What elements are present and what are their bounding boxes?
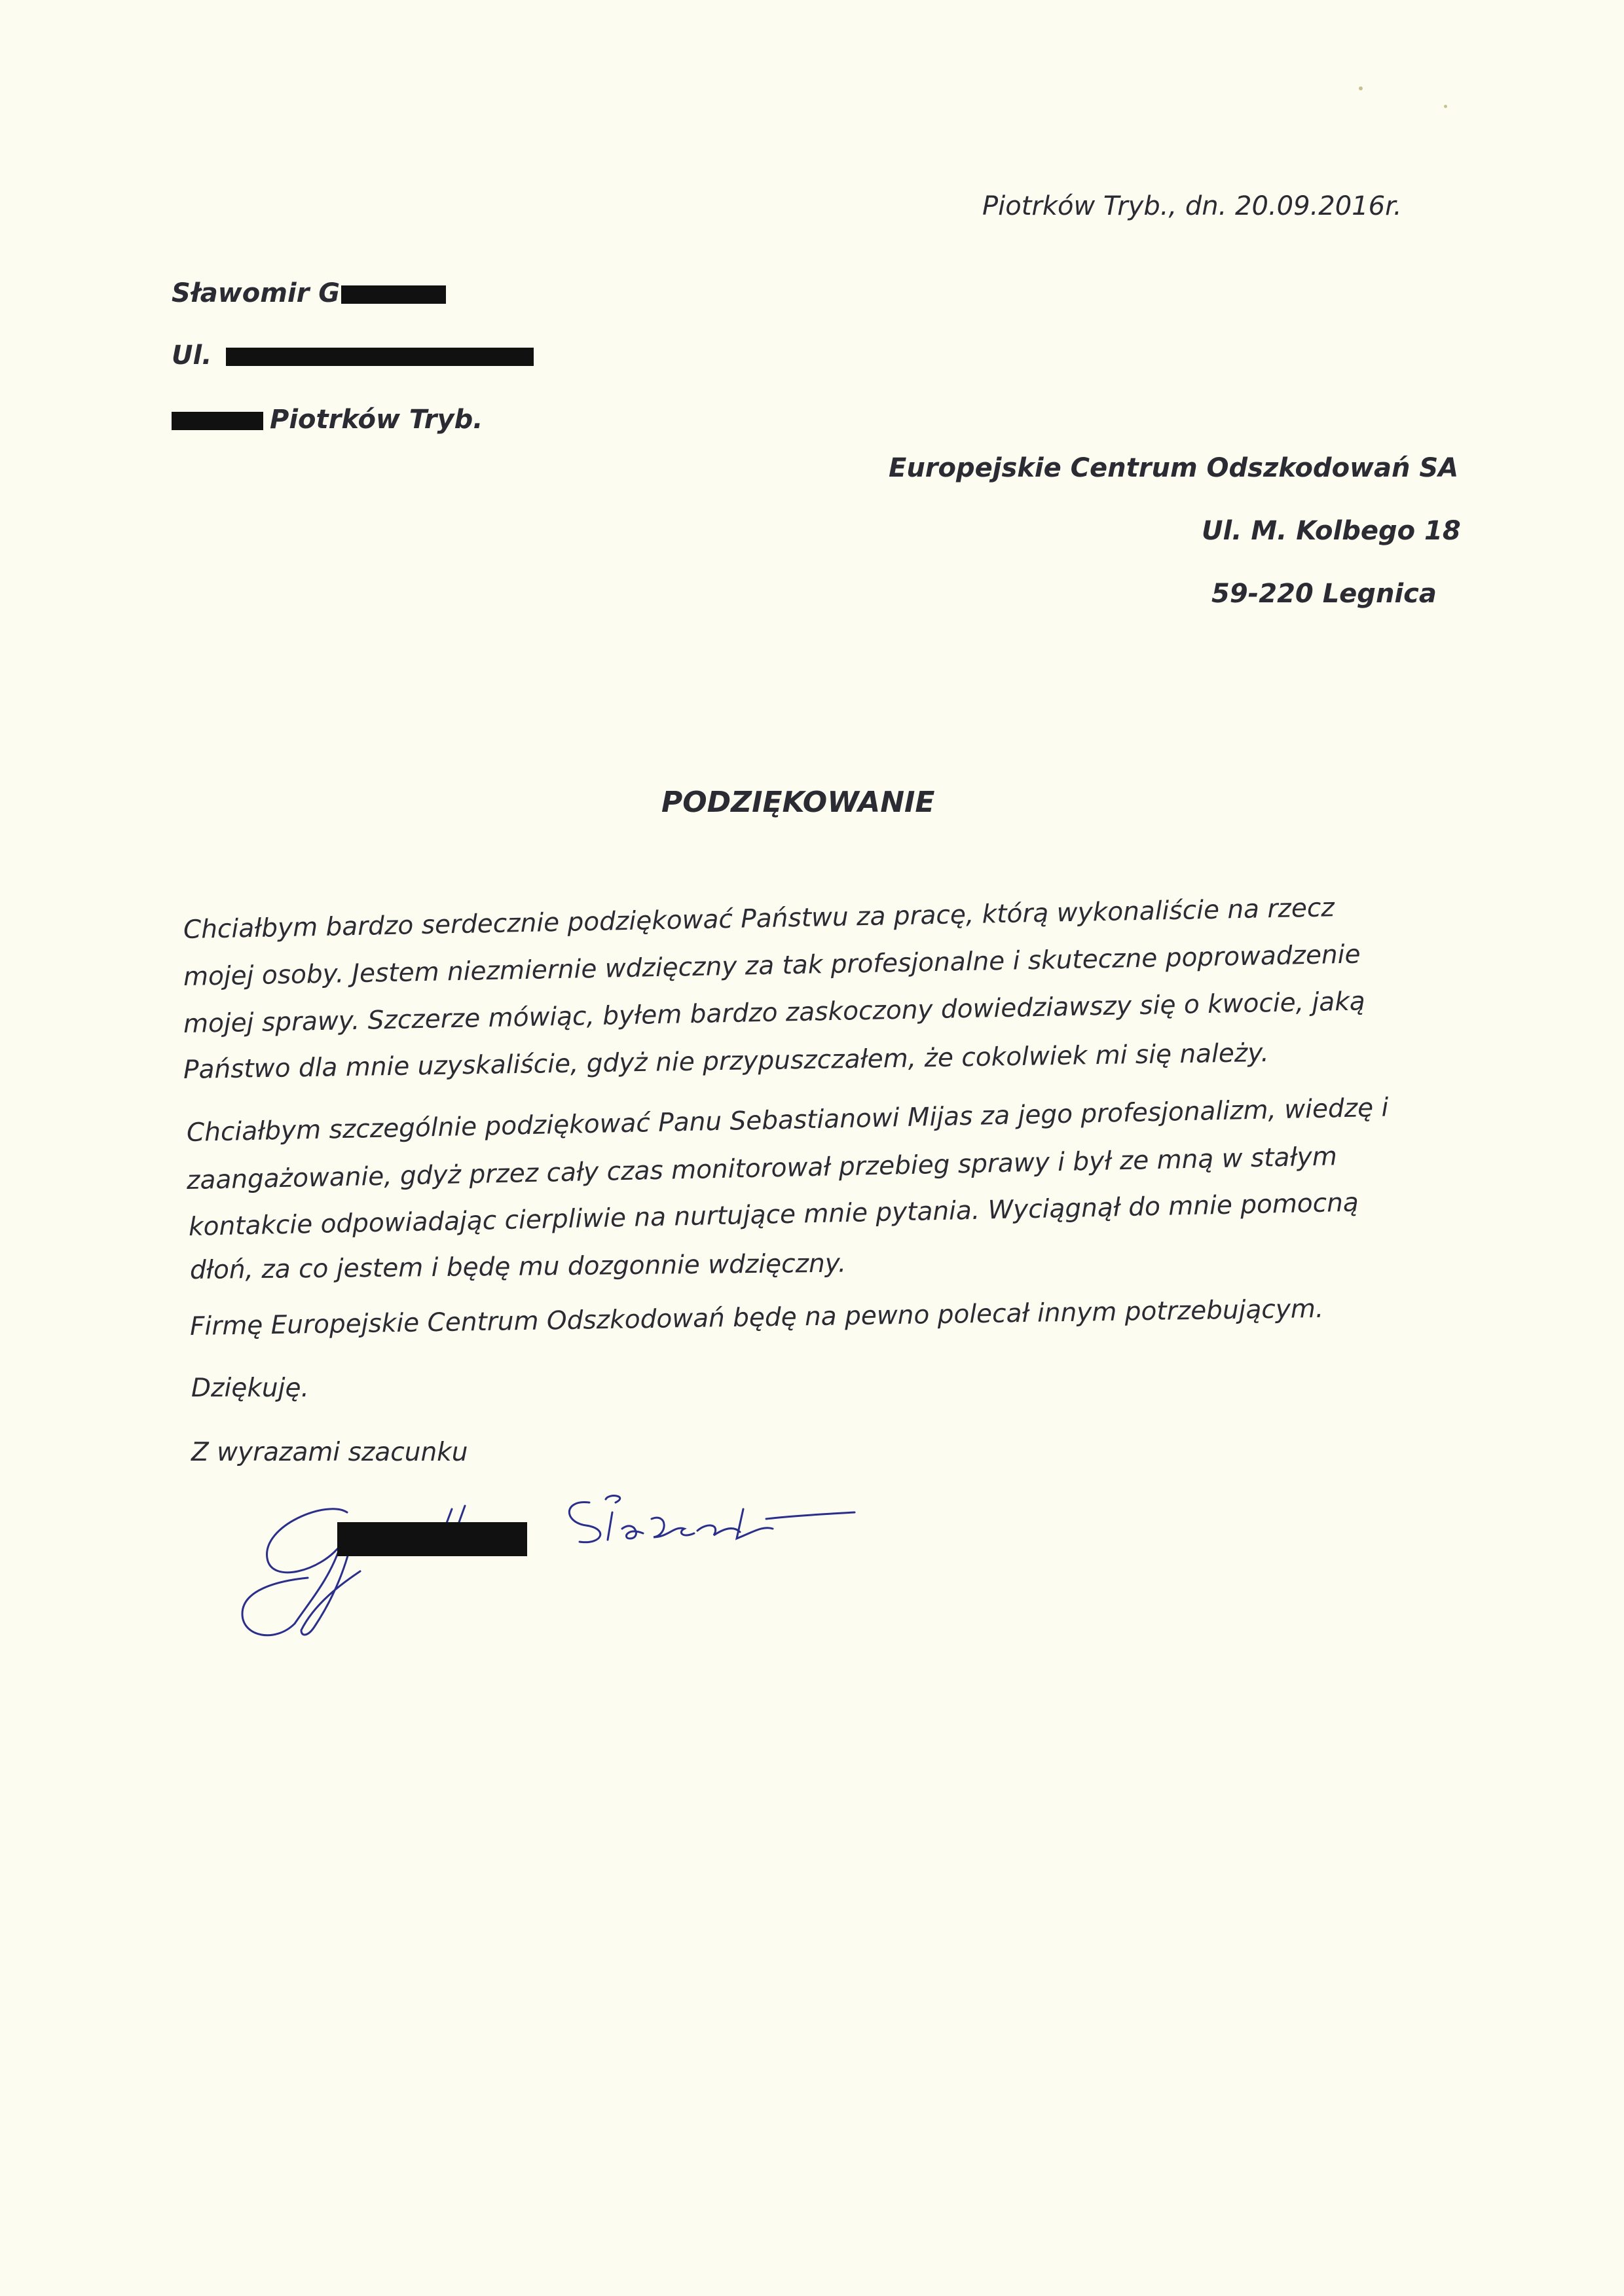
sender-city-text: Piotrków Tryb. xyxy=(270,405,483,435)
body-line: Państwo dla mnie uzyskaliście, gdyż nie przypuszczałem, że cokolwiek mi się należy. xyxy=(183,1038,1270,1085)
date-line: Piotrków Tryb., dn. 20.09.2016r. xyxy=(982,191,1402,221)
body-line: Chciałbym szczególnie podziękować Panu Sebastianowi Mijas za jego profesjonalizm, wiedzę i xyxy=(186,1093,1389,1148)
recipient-city: 59-220 Legnica xyxy=(1211,579,1437,609)
body-line: kontakcie odpowiadając cierpliwie na nurtujące mnie pytania. Wyciągnął do mnie pomocną xyxy=(188,1188,1359,1242)
body-line: mojej sprawy. Szczerze mówiąc, byłem bardzo zaskoczony dowiedziawszy się o kwocie, jaką xyxy=(183,987,1366,1039)
signature-redaction-bar xyxy=(337,1522,527,1556)
handwritten-signature xyxy=(216,1473,871,1656)
redaction-bar xyxy=(341,285,446,304)
body-line: Chciałbym bardzo serdecznie podziękować Państwu za pracę, którą wykonaliście na rzecz xyxy=(183,893,1335,945)
sender-street-prefix: Ul. xyxy=(172,340,212,371)
sender-name-text: Sławomir G xyxy=(172,278,341,308)
paper-speck xyxy=(1444,105,1447,108)
body-line: zaangażowanie, gdyż przez cały czas monitorował przebieg sprawy i był ze mną w stałym xyxy=(186,1142,1338,1195)
sender-street xyxy=(172,340,534,371)
body-line: dłoń, za co jestem i będę mu dozgonnie wdzięczny. xyxy=(189,1248,847,1285)
body-line: mojej osoby. Jestem niezmiernie wdzięczny za tak profesjonalne i skuteczne poprowadzenie xyxy=(183,939,1361,992)
redaction-bar xyxy=(172,412,263,430)
redaction-bar xyxy=(226,348,534,366)
letter-title: PODZIĘKOWANIE xyxy=(661,786,935,819)
sender-name xyxy=(172,278,446,308)
paper-speck xyxy=(1359,86,1363,90)
sender-city xyxy=(172,405,483,435)
recipient-street: Ul. M. Kolbego 18 xyxy=(1202,516,1461,546)
recipient-company: Europejskie Centrum Odszkodowań SA xyxy=(889,453,1459,483)
body-line: Firmę Europejskie Centrum Odszkodowań będę na pewno polecał innym potrzebującym. xyxy=(189,1294,1324,1341)
thanks-line: Dziękuję. xyxy=(191,1374,309,1403)
closing-line: Z wyrazami szacunku xyxy=(191,1438,468,1467)
